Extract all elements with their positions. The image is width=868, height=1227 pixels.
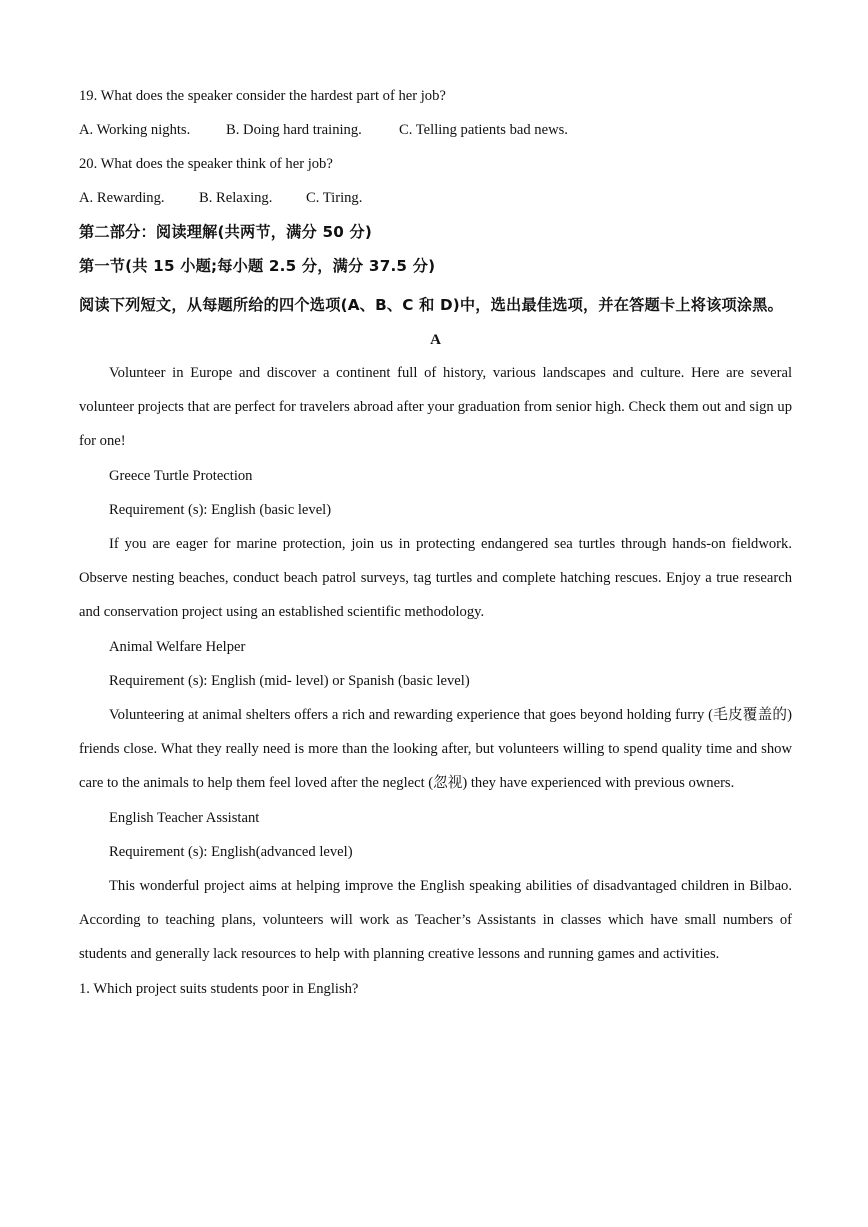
- question-1: 1. Which project suits students poor in English?: [79, 980, 359, 997]
- project-name: Animal Welfare Helper: [109, 638, 246, 655]
- option-a: A. Working nights.: [79, 122, 191, 138]
- question-19-options: [79, 118, 792, 152]
- project-requirement: Requirement (s): English (mid- level) or Spanish (basic level): [109, 672, 470, 689]
- project-description: If you are eager for marine protection, join us in protecting endangered sea turtles through hands-on fieldwork. Observe nesting beaches, conduct beach patrol surveys, tag turtles and complete hatching rescues. Enjoy a true research and conservation project using an established scientific methodology.: [79, 535, 792, 621]
- option-b: B. Relaxing.: [199, 190, 273, 206]
- option-c: C. Telling patients bad news.: [399, 122, 568, 138]
- option-a: A. Rewarding.: [79, 190, 165, 206]
- project-description: This wonderful project aims at helping improve the English speaking abilities of disadvantaged children in Bilbao. According to teaching plans, volunteers will work as Teacher’s Assistants in classes which have small numbers of students and generally lack resources to help with planning creative lessons and running games and activities.: [79, 877, 792, 963]
- passage-intro: Volunteer in Europe and discover a continent full of history, various landscapes and culture. Here are several volunteer projects that are perfect for travelers abroad after your graduation from senior high. Check them out and sign up for one!: [79, 365, 792, 450]
- project-requirement: Requirement (s): English (basic level): [109, 501, 332, 518]
- question-19: 19. What does the speaker consider the hardest part of her job?: [79, 88, 446, 104]
- sub-heading: 第一节(共 15 小题;每小题 2.5 分，满分 37.5 分): [79, 257, 436, 275]
- option-c: C. Tiring.: [306, 190, 363, 206]
- question-20-options: [79, 186, 792, 220]
- project-name: Greece Turtle Protection: [109, 467, 253, 484]
- project-name: English Teacher Assistant: [109, 809, 260, 826]
- instructions: 阅读下列短文，从每题所给的四个选项(A、B、C 和 D)中，选出最佳选项，并在答题卡上将该项涂黑。: [79, 296, 784, 314]
- option-b: B. Doing hard training.: [226, 122, 362, 138]
- question-20: 20. What does the speaker think of her job?: [79, 156, 333, 172]
- project-requirement: Requirement (s): English(advanced level): [109, 843, 353, 860]
- part-heading: 第二部分：阅读理解(共两节，满分 50 分): [79, 223, 372, 241]
- project-description: Volunteering at animal shelters offers a rich and rewarding experience that goes beyond holding furry (毛皮覆盖的) friends close. What they really need is more than the looking after, but volunteers willing to spend quality time and show care to the animals to help them feel loved after the neglect (忽视) they have experienced with previous owners.: [79, 706, 792, 792]
- exam-page: [79, 84, 792, 1006]
- passage-letter: A: [430, 332, 441, 348]
